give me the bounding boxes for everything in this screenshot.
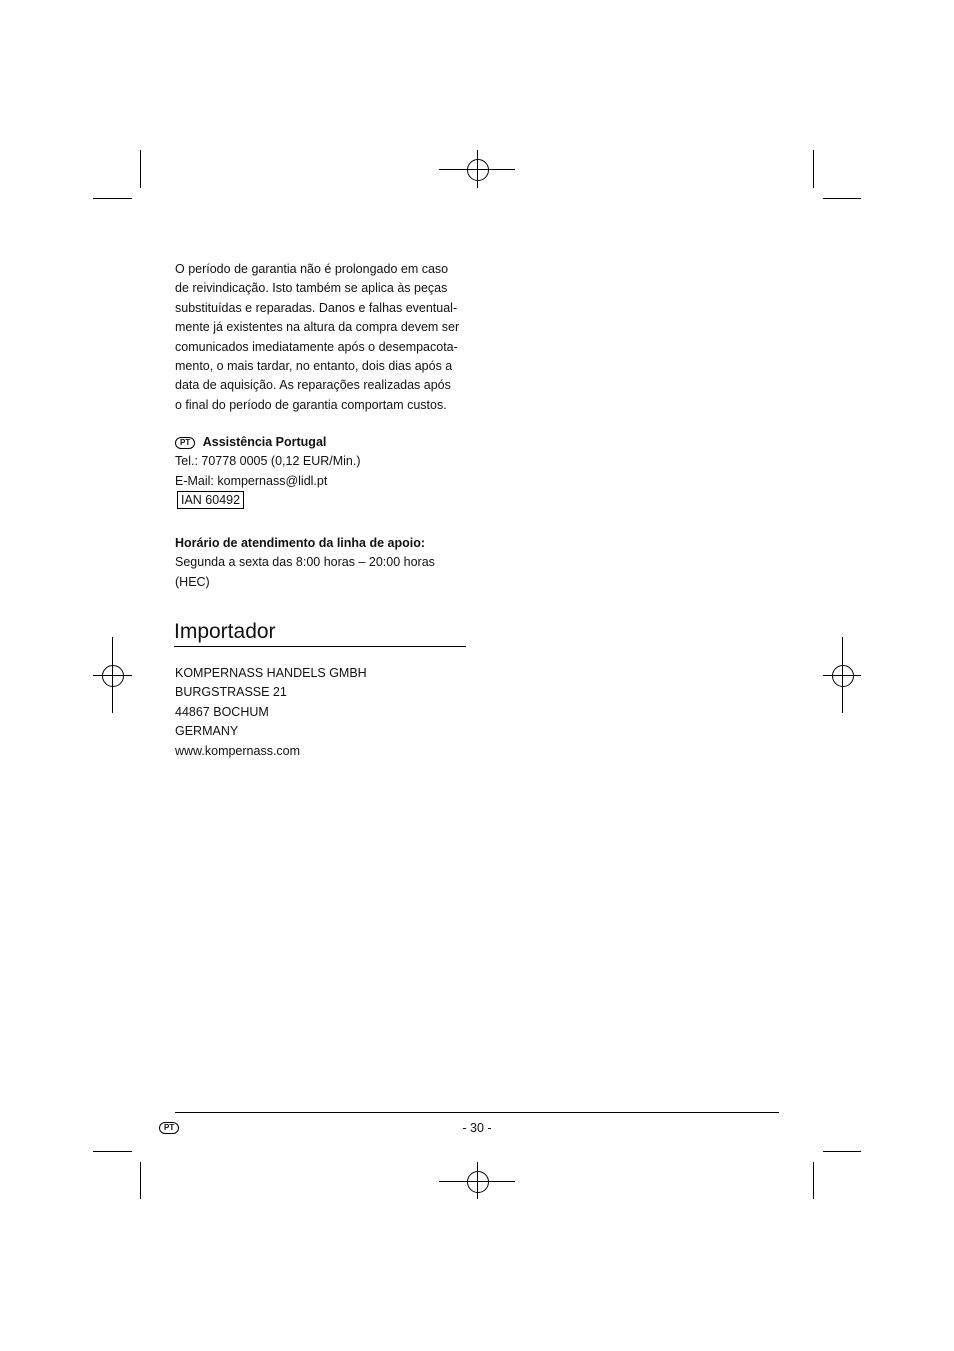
warranty-paragraph [175, 260, 475, 415]
importer-street: BURGSTRASSE 21 [175, 685, 287, 700]
warranty-line: substituídas e reparadas. Danos e falhas eventual- [175, 300, 458, 315]
hours-block [175, 534, 435, 592]
warranty-line: O período de garantia não é prolongado em caso [175, 262, 449, 276]
importer-company: KOMPERNASS HANDELS GMBH [175, 666, 367, 680]
service-block [175, 433, 361, 511]
importer-address [175, 664, 367, 761]
page-number: - 30 - [462, 1121, 492, 1135]
warranty-line: comunicados imediatamente após o desempacota- [175, 339, 458, 354]
warranty-line: mento, o mais tardar, no entanto, dois dias após a [175, 359, 453, 374]
warranty-line: de reivindicação. Isto também se aplica às peças [175, 281, 448, 296]
hours-title: Horário de atendimento da linha de apoio: [175, 536, 426, 550]
importer-country: GERMANY [175, 724, 239, 739]
warranty-line: data de aquisição. As reparações realizadas após [175, 378, 451, 393]
hours-line: (HEC) [175, 574, 210, 589]
importer-website: www.kompernass.com [175, 743, 301, 758]
footer-country-badge: PT [159, 1122, 179, 1134]
country-badge: PT [175, 437, 195, 449]
warranty-line: o final do período de garantia comportam custos. [175, 397, 447, 412]
footer-rule [175, 1112, 779, 1113]
ian-box: IAN 60492 [177, 491, 244, 509]
service-title: Assistência Portugal [202, 435, 327, 449]
hours-line: Segunda a sexta das 8:00 horas – 20:00 horas [175, 555, 435, 570]
service-email: E-Mail: kompernass@lidl.pt [175, 473, 328, 488]
warranty-line: mente já existentes na altura da compra devem ser [175, 320, 460, 335]
service-phone: Tel.: 70778 0005 (0,12 EUR/Min.) [175, 454, 361, 469]
importer-city: 44867 BOCHUM [175, 704, 269, 719]
importer-heading: Importador [174, 618, 466, 647]
service-ian-row [175, 491, 361, 510]
service-title-row [175, 433, 361, 452]
